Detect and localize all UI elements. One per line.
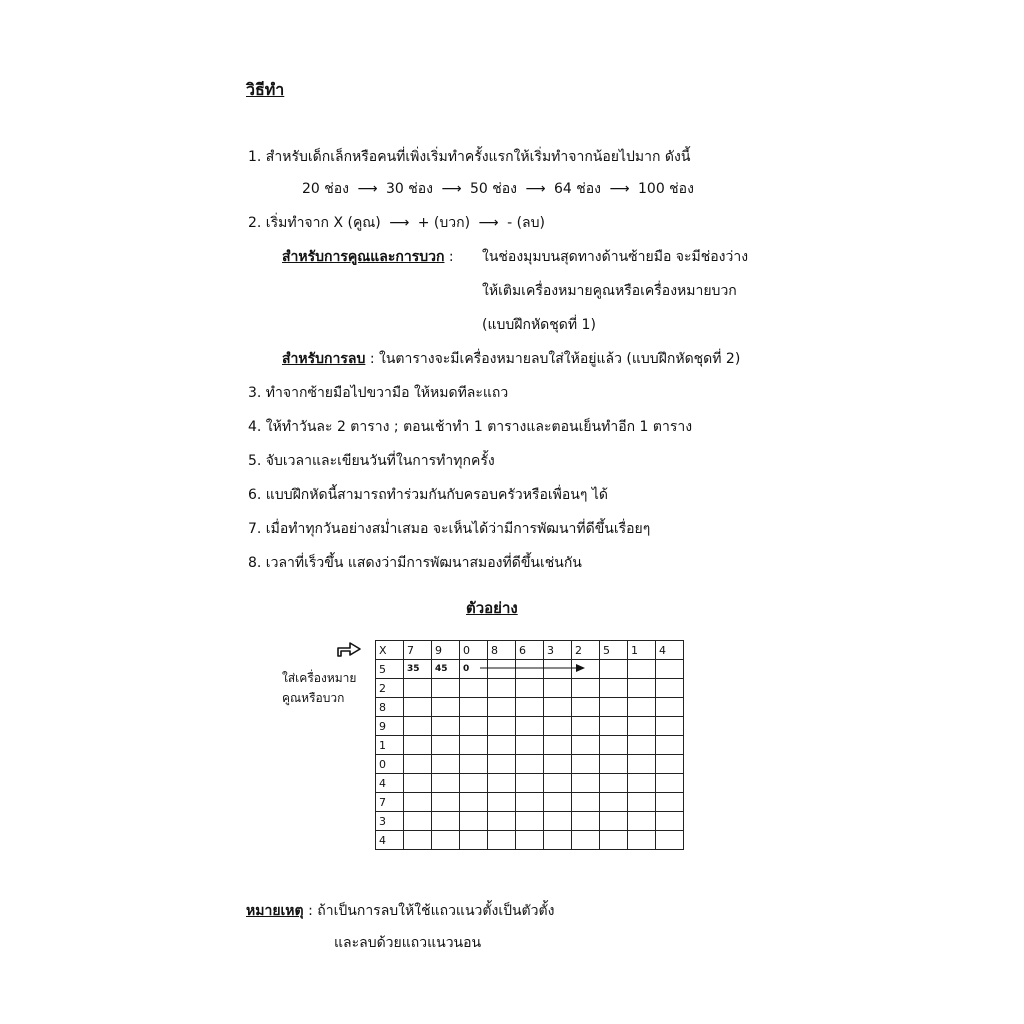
grid-row-header-cell: 2 xyxy=(376,679,404,698)
mult-add-row xyxy=(282,246,454,268)
step-7: 7. เมื่อทำทุกวันอย่างสม่ำเสมอ จะเห็นได้ว่ามีการพัฒนาที่ดีขึ้นเรื่อยๆ xyxy=(248,521,651,537)
grid-cell xyxy=(628,812,656,831)
grid-row-header-cell: 4 xyxy=(376,831,404,850)
grid-cell xyxy=(460,679,488,698)
grid-cell xyxy=(656,736,684,755)
grid-cell xyxy=(628,717,656,736)
grid-cell xyxy=(488,755,516,774)
progression-row xyxy=(302,178,694,200)
grid-row xyxy=(376,812,684,831)
grid-row-header-cell: 4 xyxy=(376,774,404,793)
grid-cell xyxy=(404,793,432,812)
progression-item: 20 ช่อง xyxy=(302,181,350,197)
grid-cell xyxy=(432,755,460,774)
grid-cell xyxy=(516,679,544,698)
grid-cell xyxy=(656,698,684,717)
grid-row xyxy=(376,793,684,812)
grid-cell xyxy=(516,717,544,736)
label-colon: : xyxy=(444,249,454,265)
grid-header-cell: 0 xyxy=(460,641,488,660)
grid-cell xyxy=(544,679,572,698)
grid-cell xyxy=(628,755,656,774)
grid-cell xyxy=(544,793,572,812)
grid-cell xyxy=(460,812,488,831)
grid-cell xyxy=(656,793,684,812)
grid-cell xyxy=(628,736,656,755)
grid-cell xyxy=(488,812,516,831)
grid-cell xyxy=(404,812,432,831)
grid-row xyxy=(376,736,684,755)
grid-cell xyxy=(628,698,656,717)
grid-row-header-cell: 1 xyxy=(376,736,404,755)
row-arrow-icon xyxy=(480,663,586,673)
grid-header-cell: 3 xyxy=(544,641,572,660)
grid-cell xyxy=(572,755,600,774)
grid-header-cell: 9 xyxy=(432,641,460,660)
grid-row-header-cell: 7 xyxy=(376,793,404,812)
mult-add-label: สำหรับการคูณและการบวก xyxy=(282,249,445,265)
label-colon: : xyxy=(303,903,318,919)
example-title: ตัวอย่าง xyxy=(466,599,518,617)
grid-cell xyxy=(488,774,516,793)
grid-cell xyxy=(516,831,544,850)
grid-cell xyxy=(432,831,460,850)
grid-cell xyxy=(600,812,628,831)
grid-cell xyxy=(544,774,572,793)
grid-header-cell: 8 xyxy=(488,641,516,660)
grid-cell xyxy=(460,831,488,850)
grid-cell xyxy=(516,774,544,793)
grid-row-header-cell: 8 xyxy=(376,698,404,717)
grid-cell xyxy=(600,698,628,717)
grid-cell xyxy=(516,698,544,717)
grid-cell xyxy=(544,831,572,850)
grid-row xyxy=(376,698,684,717)
note-line-2: และลบด้วยแถวแนวนอน xyxy=(334,935,482,951)
sub-text: ในตารางจะมีเครื่องหมายลบใส่ให้อยู่แล้ว (แบบฝึกหัดชุดที่ 2) xyxy=(379,351,741,367)
grid-cell xyxy=(656,717,684,736)
label-colon: : xyxy=(365,351,379,367)
grid-cell xyxy=(460,774,488,793)
grid-header-cell: 4 xyxy=(656,641,684,660)
grid-header-cell: 7 xyxy=(404,641,432,660)
grid-header-cell: 2 xyxy=(572,641,600,660)
grid-cell xyxy=(600,774,628,793)
note-line-1: ถ้าเป็นการลบให้ใช้แถวแนวตั้งเป็นตัวตั้ง xyxy=(317,903,555,919)
grid-cell xyxy=(488,793,516,812)
grid-row-header-cell: 0 xyxy=(376,755,404,774)
arrow-right-icon: ⟶ xyxy=(389,215,410,231)
sub-label: สำหรับการลบ xyxy=(282,351,366,367)
step-1: 1. สำหรับเด็กเล็กหรือคนที่เพิ่งเริ่มทำครั้งแรกให้เริ่มทำจากน้อยไปมาก ดังนี้ xyxy=(248,149,691,165)
grid-cell xyxy=(572,679,600,698)
operation-item: - (ลบ) xyxy=(507,215,545,231)
grid-cell xyxy=(572,698,600,717)
side-label-line-1: ใส่เครื่องหมาย xyxy=(282,671,357,685)
step-6: 6. แบบฝึกหัดนี้สามารถทำร่วมกันกับครอบครัวหรือเพื่อนๆ ได้ xyxy=(248,487,608,503)
grid-cell xyxy=(628,660,656,679)
grid-cell xyxy=(404,717,432,736)
arrow-right-icon: ⟶ xyxy=(441,181,462,197)
operation-item: + (บวก) xyxy=(417,215,471,231)
grid-cell xyxy=(432,698,460,717)
grid-cell xyxy=(488,717,516,736)
arrow-right-icon: ⟶ xyxy=(609,181,630,197)
grid-row xyxy=(376,717,684,736)
step-4: 4. ให้ทำวันละ 2 ตาราง ; ตอนเช้าทำ 1 ตารางและตอนเย็นทำอีก 1 ตาราง xyxy=(248,419,693,435)
grid-cell xyxy=(544,755,572,774)
grid-cell xyxy=(404,698,432,717)
grid-row xyxy=(376,755,684,774)
grid-row-header-cell: 9 xyxy=(376,717,404,736)
note-row xyxy=(246,900,554,922)
grid-cell xyxy=(628,793,656,812)
grid-cell xyxy=(572,831,600,850)
progression-item: 100 ช่อง xyxy=(638,181,694,197)
grid-cell xyxy=(460,736,488,755)
grid-cell xyxy=(656,812,684,831)
grid-cell xyxy=(460,793,488,812)
step-3: 3. ทำจากซ้ายมือไปขวามือ ให้หมดทีละแถว xyxy=(248,385,509,401)
grid-cell xyxy=(460,717,488,736)
grid-cell xyxy=(600,755,628,774)
grid-header-row xyxy=(376,641,684,660)
grid-header-cell: 5 xyxy=(600,641,628,660)
grid-header-cell: 6 xyxy=(516,641,544,660)
step-8: 8. เวลาที่เร็วขึ้น แสดงว่ามีการพัฒนาสมองที่ดีขึ้นเช่นกัน xyxy=(248,555,582,571)
grid-cell xyxy=(516,736,544,755)
progression-item: 50 ช่อง xyxy=(470,181,518,197)
grid-cell xyxy=(600,793,628,812)
grid-cell xyxy=(628,679,656,698)
grid-cell xyxy=(572,717,600,736)
grid-cell xyxy=(516,812,544,831)
grid-cell xyxy=(544,717,572,736)
grid-cell xyxy=(600,660,628,679)
grid-row xyxy=(376,679,684,698)
grid-cell xyxy=(516,793,544,812)
grid-cell xyxy=(488,736,516,755)
grid-cell xyxy=(432,736,460,755)
grid-value-cell: 35 xyxy=(404,660,432,679)
grid-cell xyxy=(432,717,460,736)
grid-cell xyxy=(488,698,516,717)
grid-cell xyxy=(600,717,628,736)
mult-add-line-1: ในช่องมุมบนสุดทางด้านซ้ายมือ จะมีช่องว่าง xyxy=(482,249,749,265)
mult-add-line-2: ให้เติมเครื่องหมายคูณหรือเครื่องหมายบวก xyxy=(482,283,737,299)
grid-cell xyxy=(572,774,600,793)
mult-add-line-3: (แบบฝึกหัดชุดที่ 1) xyxy=(482,317,596,333)
grid-cell xyxy=(460,698,488,717)
grid-cell xyxy=(656,679,684,698)
progression-item: 30 ช่อง xyxy=(386,181,434,197)
grid-cell xyxy=(628,831,656,850)
grid-cell xyxy=(432,793,460,812)
grid-cell xyxy=(404,736,432,755)
grid-row-header-cell: 3 xyxy=(376,812,404,831)
grid-cell xyxy=(628,774,656,793)
grid-cell xyxy=(488,679,516,698)
grid-cell xyxy=(600,736,628,755)
grid-cell xyxy=(432,679,460,698)
grid-cell xyxy=(544,698,572,717)
grid-cell xyxy=(656,774,684,793)
step-2 xyxy=(248,212,545,234)
grid-row xyxy=(376,774,684,793)
grid-value-cell: 45 xyxy=(432,660,460,679)
grid-cell xyxy=(488,831,516,850)
sub-row xyxy=(282,348,740,370)
grid-cell xyxy=(572,812,600,831)
grid-cell xyxy=(404,774,432,793)
grid-cell xyxy=(572,736,600,755)
arrow-right-icon: ⟶ xyxy=(478,215,499,231)
grid-cell xyxy=(432,812,460,831)
grid-cell xyxy=(404,679,432,698)
step-2-prefix: 2. เริ่มทำจาก xyxy=(248,215,329,231)
grid-cell xyxy=(404,831,432,850)
grid-cell xyxy=(544,812,572,831)
grid-header-cell: 1 xyxy=(628,641,656,660)
operation-item: X (คูณ) xyxy=(333,215,381,231)
grid-cell xyxy=(460,755,488,774)
grid-cell xyxy=(600,679,628,698)
grid-cell xyxy=(656,660,684,679)
grid-cell xyxy=(432,774,460,793)
grid-cell xyxy=(656,755,684,774)
grid-cell xyxy=(544,736,572,755)
arrow-right-icon: ⟶ xyxy=(525,181,546,197)
grid-row xyxy=(376,831,684,850)
grid-cell xyxy=(572,793,600,812)
arrow-right-icon: ⟶ xyxy=(357,181,378,197)
side-label xyxy=(282,668,356,708)
grid-operator-cell: X xyxy=(376,641,404,660)
note-label: หมายเหตุ xyxy=(246,903,304,919)
side-label-line-2: คูณหรือบวก xyxy=(282,691,345,705)
grid-row-header-cell: 5 xyxy=(376,660,404,679)
pointer-arrow-icon xyxy=(336,640,362,658)
grid-cell xyxy=(656,831,684,850)
step-5: 5. จับเวลาและเขียนวันที่ในการทำทุกครั้ง xyxy=(248,453,495,469)
progression-item: 64 ช่อง xyxy=(554,181,602,197)
grid-cell xyxy=(600,831,628,850)
page-title: วิธีทำ xyxy=(246,80,285,99)
grid-value-cell: 0 xyxy=(460,660,488,679)
grid-cell xyxy=(516,755,544,774)
grid-cell xyxy=(404,755,432,774)
